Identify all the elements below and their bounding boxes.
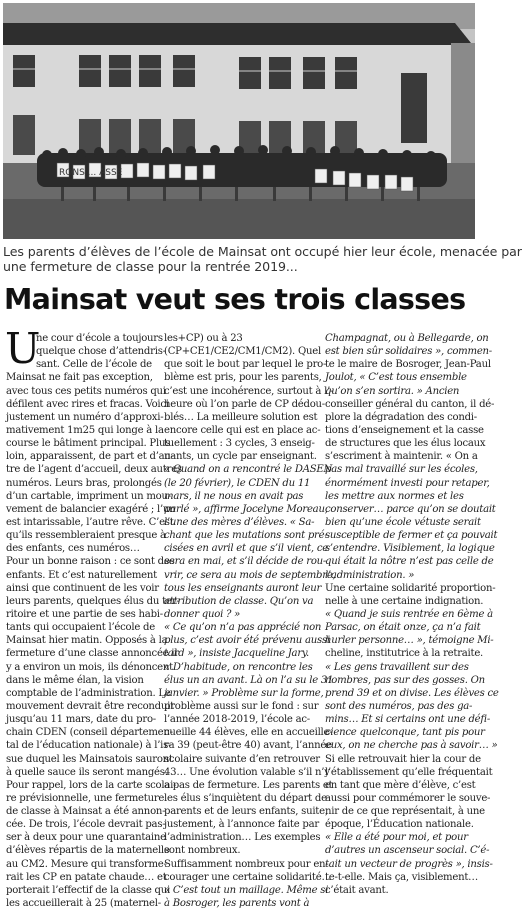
article-text-line: ainsi que continuent de les voir xyxy=(6,582,159,594)
article-text-line: sue duquel les Mainsatois sauront xyxy=(6,753,173,765)
article-text-line: Parsac, on était onze, ça n’a fait xyxy=(325,622,481,634)
article-text-line: l’administration… Les exemples xyxy=(164,832,321,844)
article-text-line: sant. Celle de l’école de xyxy=(36,359,152,371)
article-text-line: qu’ils ressembleraient presque à xyxy=(6,530,166,542)
article-text-line: qui était la nôtre n’est pas celle de xyxy=(325,556,494,568)
article-column-3 xyxy=(325,332,499,897)
article-text-line: cueille 44 élèves, elle en accueille- xyxy=(164,727,333,739)
article-text-line: blés… La meilleure solution est xyxy=(164,411,318,423)
article-text-line: Joulot, « C’est tous ensemble xyxy=(325,372,467,384)
article-text-line: janvier. » Problème sur la forme, xyxy=(164,687,324,699)
article-text-line: cheline, institutrice à la retraite. xyxy=(325,648,484,660)
article-text-line: leurs parents, quelques élus du ter- xyxy=(6,595,180,607)
article-text-line: nir de ce que représentait, à une xyxy=(325,806,485,818)
article-text-line: « Quand je suis rentrée en 6ème à xyxy=(325,608,493,620)
article-column-2 xyxy=(164,332,336,910)
article-text-line: (CP+CE1/CE2/CM1/CM2). Quel xyxy=(164,346,321,358)
article-text-line: à Bosroger, les parents vont à xyxy=(164,898,310,910)
article-text-line: hurler personne… », témoigne Mi- xyxy=(325,635,494,647)
article-text-line: chain CDEN (conseil départemen- xyxy=(6,727,173,739)
article-text-line: quelque chose d’attendris- xyxy=(36,346,166,358)
article-text-line: tal de l’éducation nationale) à l’is- xyxy=(6,740,172,752)
article-text-line: parents et de leurs enfants, suite, xyxy=(164,806,328,818)
article-text-line: Une certaine solidarité proportion- xyxy=(325,582,496,594)
article-text-line: d’autres un ascenseur social. C’é- xyxy=(325,845,490,857)
article-text-line: heure où l’on parle de CP dédou- xyxy=(164,398,325,410)
article-text-line: parlé », affirme Jocelyne Moreau, xyxy=(164,503,328,515)
article-text-line: défilent avec rires et fracas. Voici xyxy=(6,398,169,410)
article-text-line: porterait l’effectif de la classe qui xyxy=(6,884,170,896)
article-text-line: « Quand on a rencontré le DASEN xyxy=(164,464,333,476)
article-text-line: qu’on s’en sortira. » Ancien xyxy=(325,385,460,397)
article-text-line: s’entendre. Visiblement, la logique xyxy=(325,543,495,555)
article-text-line: cisées en avril et que s’il vient, ce xyxy=(164,543,328,555)
school-photo-illustration xyxy=(3,3,475,239)
article-text-line: ne cour d’école a toujours xyxy=(36,333,163,344)
article-text-line: a pas de fermeture. Les parents et xyxy=(164,779,333,791)
article-text-line: l’administration. » xyxy=(325,569,415,581)
article-text-line: (le 20 février), le CDEN du 11 xyxy=(164,477,311,489)
article-headline: Mainsat veut ses trois classes xyxy=(4,283,466,316)
article-text-line: justement, à l’annonce faite par xyxy=(164,819,319,831)
article-text-line: sont des numéros, pas des ga- xyxy=(325,700,473,712)
article-text-line: des enfants, ces numéros… xyxy=(6,543,140,555)
article-text-line: ser à deux pour une quarantaine xyxy=(6,832,166,844)
article-text-line: vement de balancier exagéré ; l’un xyxy=(6,503,176,515)
dropcap-letter: U xyxy=(5,324,41,373)
article-text-line: Mainsat ne fait pas exception, xyxy=(6,372,153,384)
article-text-line: y a environ un mois, ils dénoncent xyxy=(6,661,173,673)
protest-sign-text: RONS ... ASSE xyxy=(59,168,123,178)
article-text-line: énormément investi pour retaper, xyxy=(325,477,490,489)
article-text-line: vrir, ce sera au mois de septembre, xyxy=(164,569,336,581)
article-text-line: Mainsat hier matin. Opposés à la xyxy=(6,635,168,647)
article-text-line: de classe à Mainsat a été annon- xyxy=(6,806,166,818)
article-text-line: « D’habitude, on rencontre les xyxy=(164,661,313,673)
article-text-line: mars, il ne nous en avait pas xyxy=(164,490,304,502)
article-text-line: cience quelconque, tant pis pour xyxy=(325,727,485,739)
article-text-line: tants qui occupaient l’école de xyxy=(6,622,155,634)
article-text-line: « Ce qu’on n’a pas apprécié non xyxy=(164,622,322,634)
article-text-line: Suffisamment nombreux pour en- xyxy=(164,858,329,870)
article-text-line: re prévisionnelle, une fermeture xyxy=(6,792,165,804)
article-text-line: tait un vecteur de progrès », insis- xyxy=(325,858,493,870)
article-text-line: sont nombreux. xyxy=(164,845,241,857)
article-text-line: blème est pris, pour les parents, xyxy=(164,372,322,384)
article-text-line: au CM2. Mesure qui transforme- xyxy=(6,858,167,870)
article-photo xyxy=(3,3,475,239)
article-text-line: course le bâtiment principal. Plus xyxy=(6,438,171,450)
article-text-line: est intarissable, l’autre rêve. C’est xyxy=(6,516,174,528)
article-text-line: plus, c’est avoir été prévenu aussi xyxy=(164,635,330,647)
article-text-line: justement un numéro d’approxi- xyxy=(6,411,164,423)
article-text-line: sera en mai, et s’il décide de rou- xyxy=(164,556,327,568)
article-text-line: à quelle sauce ils seront mangés. xyxy=(6,766,168,778)
article-text-line: l’une des mères d’élèves. « Sa- xyxy=(164,516,315,528)
article-text-line: conseiller général du canton, il dé- xyxy=(325,398,495,410)
article-text-line: en tant que mère d’élève, c’est xyxy=(325,779,476,791)
article-text-line: conserver… parce qu’on se doutait xyxy=(325,503,496,515)
article-text-line: les mettre aux normes et les xyxy=(325,490,464,502)
article-text-line: comptable de l’administration. Le xyxy=(6,687,171,699)
article-text-line: est bien sûr solidaires », commen- xyxy=(325,346,492,358)
article-text-line: susceptible de fermer et ça pouvait xyxy=(325,530,498,542)
article-text-line: mouvement devrait être reconduit xyxy=(6,700,174,712)
photo-caption xyxy=(3,244,522,274)
article-text-line: fermeture d’une classe annoncée il xyxy=(6,648,178,660)
article-text-line: d’élèves répartis de la maternelle xyxy=(6,845,170,857)
article-text-line: les élus s’inquiètent du départ de xyxy=(164,792,327,804)
caption-line: Les parents d’élèves de l’école de Mainsat ont occupé hier leur école, menacée par xyxy=(3,244,522,259)
article-text-line: « Les gens travaillent sur des xyxy=(325,661,469,673)
article-text-line: élus un an avant. Là on l’a su le 31 xyxy=(164,674,334,686)
article-text-line: 43… Une évolution valable s’il n’y xyxy=(164,766,330,778)
article-text-line: jusqu’au 11 mars, date du pro- xyxy=(6,714,156,726)
article-text-line: de structures que les élus locaux xyxy=(325,438,486,450)
article-text-line: te-t-elle. Mais ça, visiblement… xyxy=(325,871,478,883)
article-text-line: prend 39 et on divise. Les élèves ce xyxy=(325,687,499,699)
article-column-1 xyxy=(6,332,182,910)
article-text-line: tard », insiste Jacqueline Jary. xyxy=(164,648,309,660)
article-text-line: cée. De trois, l’école devrait pas- xyxy=(6,819,166,831)
article-text-line: ritoire et une partie de ses habi- xyxy=(6,608,163,620)
article-text-line: « C’est tout un maillage. Même si xyxy=(164,884,329,896)
article-text-line: Si elle retrouvait hier la cour de xyxy=(325,753,481,765)
article-text-line: bien qu’une école vétuste serait xyxy=(325,516,481,528)
article-text-line: pas mal travaillé sur les écoles, xyxy=(325,464,478,476)
article-text-line: tions d’enseignement et la casse xyxy=(325,424,484,436)
article-text-line: te le maire de Bosroger, Jean-Paul xyxy=(325,359,491,371)
article-text-line: mins… Et si certains ont une défi- xyxy=(325,714,491,726)
article-text-line: loin, apparaissent, de part et d’au- xyxy=(6,451,174,463)
article-text-line: scolaire suivante d’en retrouver xyxy=(164,753,320,765)
article-text-line: plore la dégradation des condi- xyxy=(325,411,477,423)
article-text-line: ra 39 (peut-être 40) avant, l’année xyxy=(164,740,332,752)
article-text-line: mativement 1m25 qui longe à la xyxy=(6,424,164,436)
article-text-line: d’un cartable, impriment un mou- xyxy=(6,490,171,502)
article-text-line: nombres, pas sur des gosses. On xyxy=(325,674,485,686)
article-text-line: tous les enseignants auront leur xyxy=(164,582,322,594)
article-text-line: problème aussi sur le fond : sur xyxy=(164,700,319,712)
article-text-line: tre de l’agent d’accueil, deux autres xyxy=(6,464,182,476)
article-text-line: attribution de classe. Qu’on va xyxy=(164,595,314,607)
article-text-line: numéros. Leurs bras, prolongés xyxy=(6,477,162,489)
article-text-line: courager une certaine solidarité… xyxy=(164,871,332,883)
article-text-line: l’établissement qu’elle fréquentait xyxy=(325,766,493,778)
article-text-line: s’escriment à maintenir. « On a xyxy=(325,451,478,463)
article-text-line: donner quoi ? » xyxy=(164,608,241,620)
article-text-line: aussi pour commémorer le souve- xyxy=(325,792,491,804)
article-text-line: Pour un bonne raison : ce sont des xyxy=(6,556,175,568)
article-text-line: les accueillerait à 25 (maternel- xyxy=(6,898,161,910)
article-text-line: « Elle a été pour moi, et pour xyxy=(325,832,468,844)
article-text-line: tuellement : 3 cycles, 3 enseig- xyxy=(164,438,315,450)
article-text-line: c’est une incohérence, surtout à l’- xyxy=(164,385,334,397)
article-text-line: dans le même élan, la vision xyxy=(6,674,144,686)
article-text-line: que soit le bout par lequel le pro- xyxy=(164,359,327,371)
article-text-line: rait les CP en patate chaude… et xyxy=(6,871,167,883)
article-text-line: l’année 2018-2019, l’école ac- xyxy=(164,714,310,726)
article-text-line: c’était avant. xyxy=(325,884,389,896)
article-text-line: eux, on ne cherche pas à savoir… » xyxy=(325,740,498,752)
article-text-line: nants, un cycle par enseignant. xyxy=(164,451,317,463)
article-text-line: avec tous ces petits numéros qui xyxy=(6,385,166,397)
article-text-line: enfants. Et c’est naturellement xyxy=(6,569,157,581)
article-text-line: encore celle qui est en place ac- xyxy=(164,424,321,436)
article-text-line: époque, l’Éducation nationale. xyxy=(325,819,474,831)
article-text-line: nelle à une certaine indignation. xyxy=(325,595,484,607)
article-text-line: les+CP) ou à 23 xyxy=(164,333,243,344)
article-text-line: chant que les mutations sont pré- xyxy=(164,530,328,542)
caption-line: une fermeture de classe pour la rentrée 2019... xyxy=(3,259,298,274)
article-text-line: Champagnat, ou à Bellegarde, on xyxy=(325,333,489,344)
article-text-line: Pour rappel, lors de la carte scolai- xyxy=(6,779,177,791)
